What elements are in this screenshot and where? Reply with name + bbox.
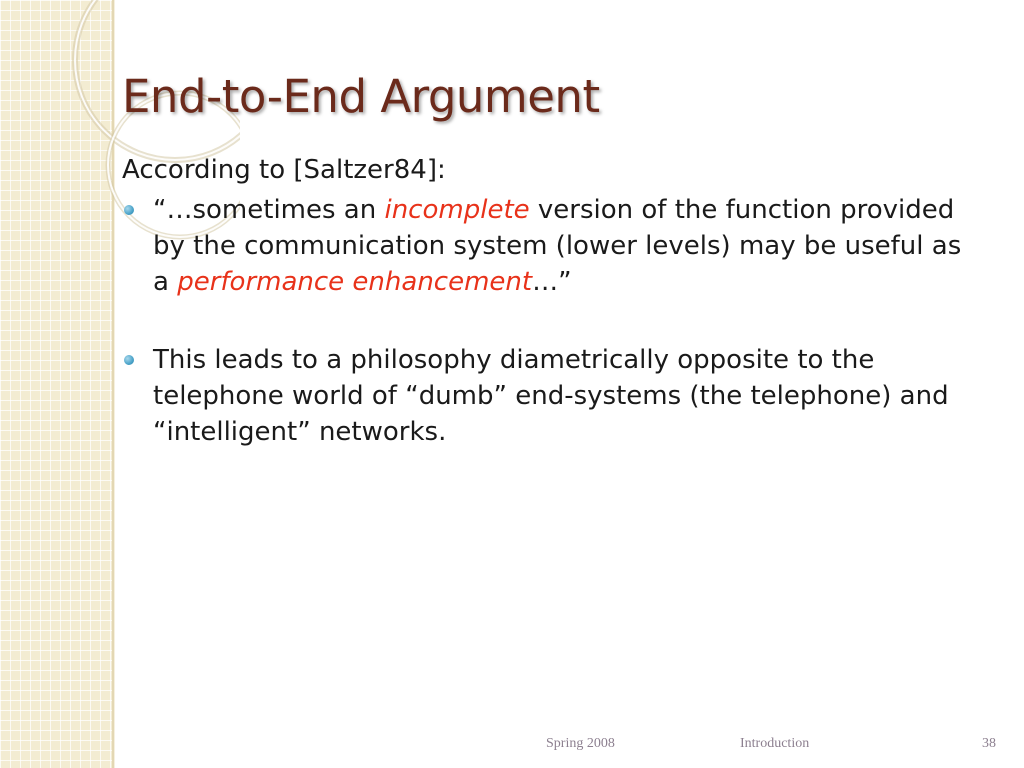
bullet-item [122,342,982,450]
intro-line: According to [Saltzer84]: [122,155,446,185]
bullet-text [153,195,961,297]
slide-body [122,152,982,450]
bullet-dot-icon [124,205,134,215]
quote-text: version of the function provided by the communication system (lower levels) may be useful as a [153,195,962,297]
bullet-dot-icon [124,355,134,365]
emphasis-performance-enhancement: performance enhancement [177,267,533,297]
slide-number: 38 [982,736,996,751]
slide-title: End-to-End Argument [122,70,600,123]
emphasis-incomplete: incomplete [384,195,530,225]
bullet-item [122,192,982,300]
bullet-text: This leads to a philosophy diametrically opposite to the telephone world of “dumb” end-systems (the telephone) and “intelligent” networks. [153,345,949,447]
footer-date: Spring 2008 [546,736,615,751]
footer-topic: Introduction [740,736,810,751]
quote-text: “…sometimes an [153,195,385,225]
quote-text: …” [532,267,572,297]
